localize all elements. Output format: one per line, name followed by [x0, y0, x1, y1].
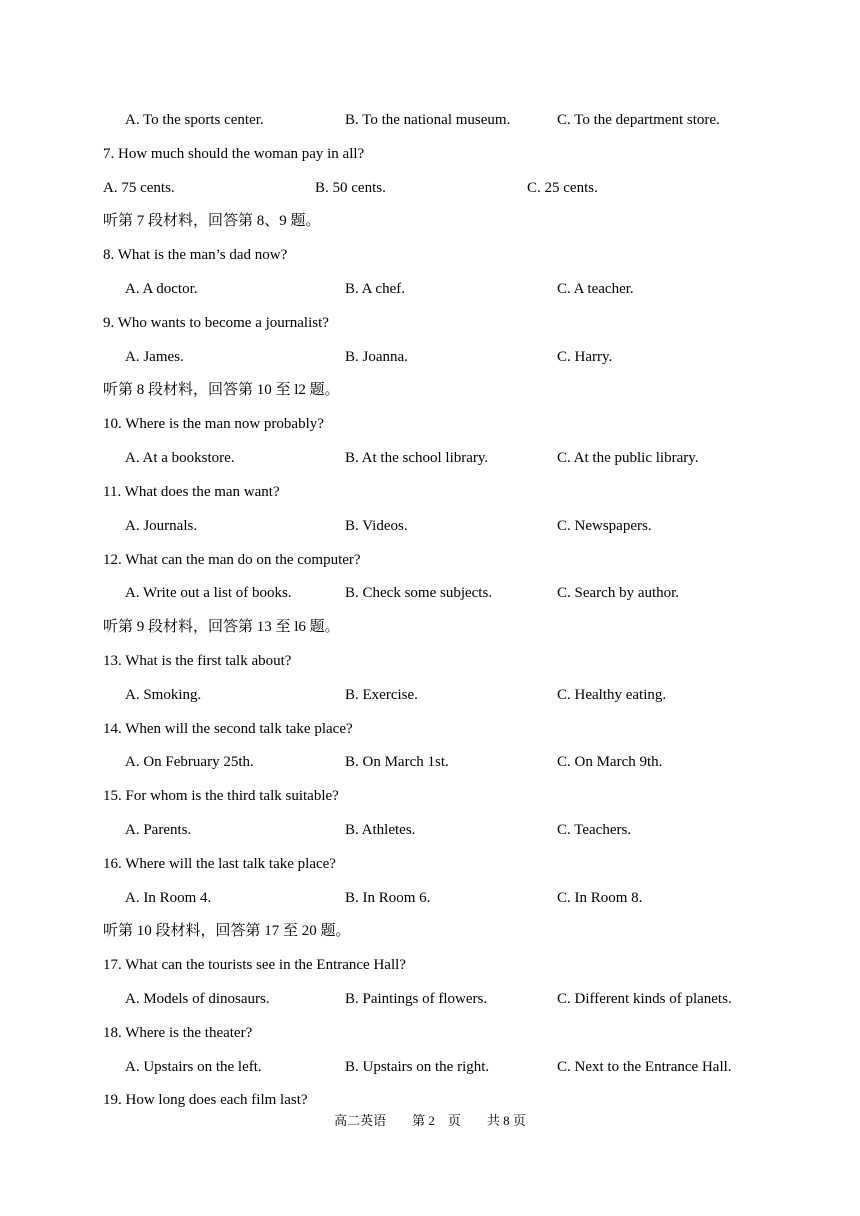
q12-option-b: B. Check some subjects. [345, 585, 493, 601]
q11-question: 11. What does the man want? [103, 484, 280, 500]
q7-option-a: A. 75 cents. [103, 180, 175, 196]
q8-option-a: A. A doctor. [125, 281, 198, 297]
q13-option-a: A. Smoking. [125, 687, 202, 703]
q15-option-a: A. Parents. [125, 822, 192, 838]
q8-option-c: C. A teacher. [557, 281, 634, 297]
q13-option-b: B. Exercise. [345, 687, 418, 703]
q15-option-b: B. Athletes. [345, 822, 416, 838]
q15-question: 15. For whom is the third talk suitable? [103, 788, 339, 804]
section-instruction-9: 听第 9 段材料，回答第 13 至 l6 题。 [103, 619, 340, 635]
q14-option-a: A. On February 25th. [125, 754, 254, 770]
q9-option-a: A. James. [125, 349, 184, 365]
page-footer: 高二英语 第 2 页 共 8 页 [334, 1113, 526, 1128]
q14-option-c: C. On March 9th. [557, 754, 663, 770]
q18-option-b: B. Upstairs on the right. [345, 1059, 490, 1075]
q14-question: 14. When will the second talk take place? [103, 721, 353, 737]
q12-option-a: A. Write out a list of books. [125, 585, 292, 601]
q11-option-c: C. Newspapers. [557, 518, 652, 534]
q17-question: 17. What can the tourists see in the Entrance Hall? [103, 957, 406, 973]
q16-option-b: B. In Room 6. [345, 890, 431, 906]
q17-option-c: C. Different kinds of planets. [557, 991, 732, 1007]
q16-option-c: C. In Room 8. [557, 890, 643, 906]
q7-question: 7. How much should the woman pay in all? [103, 146, 365, 162]
q10-option-b: B. At the school library. [345, 450, 489, 466]
section-instruction-7: 听第 7 段材料，回答第 8、9 题。 [103, 213, 321, 229]
q19-question: 19. How long does each film last? [103, 1092, 308, 1108]
section-instruction-10: 听第 10 段材料，回答第 17 至 20 题。 [103, 923, 351, 939]
q9-option-c: C. Harry. [557, 349, 613, 365]
q9-question: 9. Who wants to become a journalist? [103, 315, 329, 331]
q15-option-c: C. Teachers. [557, 822, 632, 838]
q13-question: 13. What is the first talk about? [103, 653, 292, 669]
q11-option-a: A. Journals. [125, 518, 198, 534]
q18-question: 18. Where is the theater? [103, 1025, 253, 1041]
q16-question: 16. Where will the last talk take place? [103, 856, 336, 872]
q10-option-a: A. At a bookstore. [125, 450, 235, 466]
section-instruction-8: 听第 8 段材料，回答第 10 至 l2 题。 [103, 382, 340, 398]
q10-question: 10. Where is the man now probably? [103, 416, 324, 432]
q8-question: 8. What is the man’s dad now? [103, 247, 288, 263]
q18-option-c: C. Next to the Entrance Hall. [557, 1059, 732, 1075]
q6-option-a: A. To the sports center. [125, 112, 264, 128]
q17-option-b: B. Paintings of flowers. [345, 991, 488, 1007]
q6-option-c: C. To the department store. [557, 112, 720, 128]
q18-option-a: A. Upstairs on the left. [125, 1059, 262, 1075]
q17-option-a: A. Models of dinosaurs. [125, 991, 270, 1007]
q16-option-a: A. In Room 4. [125, 890, 212, 906]
q10-option-c: C. At the public library. [557, 450, 699, 466]
q9-option-b: B. Joanna. [345, 349, 408, 365]
q12-question: 12. What can the man do on the computer? [103, 552, 361, 568]
q6-option-b: B. To the national museum. [345, 112, 511, 128]
q14-option-b: B. On March 1st. [345, 754, 449, 770]
q12-option-c: C. Search by author. [557, 585, 680, 601]
q7-option-b: B. 50 cents. [315, 180, 386, 196]
q7-option-c: C. 25 cents. [527, 180, 598, 196]
q8-option-b: B. A chef. [345, 281, 405, 297]
q13-option-c: C. Healthy eating. [557, 687, 667, 703]
q11-option-b: B. Videos. [345, 518, 408, 534]
